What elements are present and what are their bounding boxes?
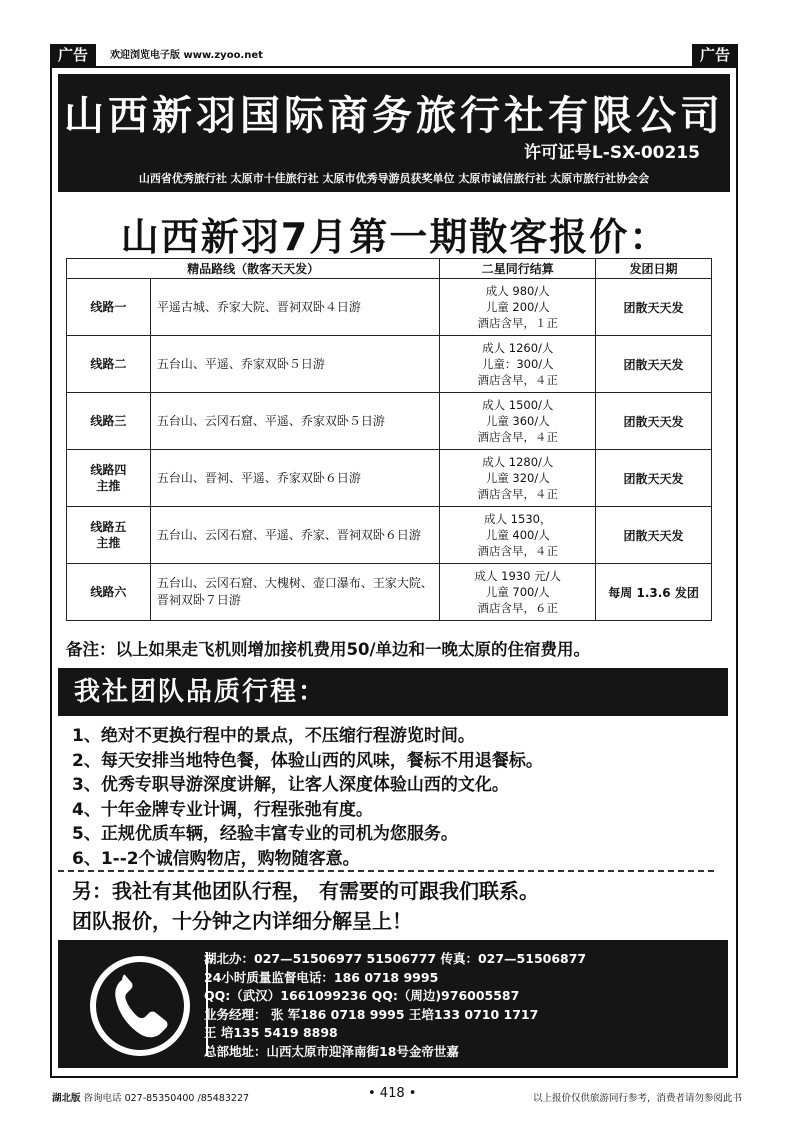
- contact-line-office: 湖北办：027—51506977 51506777 传真：027—51506877: [204, 951, 587, 966]
- list-item: 5、正规优质车辆，经验丰富专业的司机为您服务。: [72, 824, 458, 844]
- route-date: 每周 1.3.6 发团: [596, 564, 712, 621]
- route-name: 线路六: [67, 564, 151, 621]
- footer-consult: [52, 1090, 249, 1104]
- route-price: 成人 1500/人 儿童 360/人 酒店含早，４正: [440, 393, 596, 450]
- header-date: 发团日期: [596, 259, 712, 279]
- table-row: [67, 450, 712, 507]
- route-desc: 五台山、云冈石窟、大槐树、壶口瀑布、王家大院、晋祠双卧７日游: [150, 564, 440, 621]
- route-desc: 平遥古城、乔家大院、晋祠双卧４日游: [150, 279, 440, 336]
- header-price: 二星同行结算: [440, 259, 596, 279]
- table-row: [67, 393, 712, 450]
- contact-line-hotline: 24小时质量监督电话：186 0718 9995: [204, 969, 439, 985]
- license-number: 许可证号L-SX-00215: [523, 143, 700, 163]
- table-header-row: [67, 259, 712, 279]
- route-date: 团散天天发: [596, 279, 712, 336]
- contact-line-address: 总部地址：山西太原市迎泽南街18号金帝世嘉: [204, 1043, 459, 1059]
- route-name: 线路五 主推: [67, 507, 151, 564]
- footer-consult-phone: 咨询电话 027-85350400 /85483227: [83, 1093, 250, 1104]
- route-desc: 五台山、云冈石窟、平遥、乔家双卧５日游: [150, 393, 440, 450]
- route-date: 团散天天发: [596, 336, 712, 393]
- footer-edition: 湖北版: [52, 1093, 81, 1104]
- extra-line-1: 另：我社有其他团队行程， 有需要的可跟我们联系。: [72, 879, 539, 903]
- route-desc: 五台山、晋祠、平遥、乔家双卧６日游: [150, 450, 440, 507]
- ad-tag-right: 广告: [692, 44, 738, 66]
- route-name: 线路三: [67, 393, 151, 450]
- route-name: 线路四 主推: [67, 450, 151, 507]
- route-price: 成人 980/人 儿童 200/人 酒店含早，１正: [440, 279, 596, 336]
- route-name: 线路二: [67, 336, 151, 393]
- route-date: 团散天天发: [596, 450, 712, 507]
- table-row: [67, 564, 712, 621]
- extra-note: [72, 876, 539, 936]
- contact-line-qq: QQ:（武汉）1661099236 QQ:（周边)976005587: [204, 988, 520, 1003]
- dashed-divider: [58, 870, 714, 872]
- route-price: 成人 1260/人 儿童：300/人 酒店含早，４正: [440, 336, 596, 393]
- route-desc: 五台山、平遥、乔家双卧５日游: [150, 336, 440, 393]
- extra-line-2: 团队报价，十分钟之内详细分解呈上！: [72, 909, 412, 933]
- route-date: 团散天天发: [596, 393, 712, 450]
- contact-line-manager-2: 王 培135 5419 8898: [204, 1025, 338, 1040]
- telephone-icon: [88, 954, 192, 1058]
- list-item: 3、优秀专职导游深度讲解，让客人深度体验山西的文化。: [72, 775, 509, 795]
- honors-bar: 山西省优秀旅行社 太原市十佳旅行社 太原市优秀导游员获奖单位 太原市诚信旅行社 太原市旅行社协会会: [58, 166, 730, 192]
- price-title: 山西新羽7月第一期散客报价：: [120, 215, 670, 259]
- quality-title: 我社团队品质行程：: [58, 668, 728, 716]
- list-item: 1、绝对不更换行程中的景点，不压缩行程游览时间。: [72, 726, 475, 746]
- header-route: 精品路线（散客天天发）: [67, 259, 440, 279]
- route-price: 成人 1280/人 儿童 320/人 酒店含早，４正: [440, 450, 596, 507]
- remark-text: 备注：以上如果走飞机则增加接机费用50/单边和一晚太原的住宿费用。: [66, 640, 590, 659]
- company-name: 山西新羽国际商务旅行社有限公司: [64, 93, 724, 139]
- page-number: • 418 •: [368, 1086, 417, 1101]
- contact-box: [58, 940, 728, 1068]
- routes-table: [66, 258, 712, 621]
- contact-lines: [204, 950, 586, 1061]
- route-price: 成人 1530， 儿童 400/人 酒店含早，４正: [440, 507, 596, 564]
- route-date: 团散天天发: [596, 507, 712, 564]
- table-row: [67, 279, 712, 336]
- footer-disclaimer: 以上报价仅供旅游同行参考，消费者请勿参阅此书: [532, 1093, 742, 1104]
- list-item: 2、每天安排当地特色餐，体验山西的风味，餐标不用退餐标。: [72, 750, 543, 771]
- route-desc: 五台山、云冈石窟、平遥、乔家、晋祠双卧６日游: [150, 507, 440, 564]
- company-header: [58, 74, 730, 166]
- site-url-text: 欢迎浏览电子版 www.zyoo.net: [110, 50, 263, 61]
- route-name: 线路一: [67, 279, 151, 336]
- ad-tag-left: 广告: [50, 44, 96, 66]
- quality-points-list: [72, 724, 543, 871]
- table-row: [67, 336, 712, 393]
- route-price: 成人 1930 元/人 儿童 700/人 酒店含早，６正: [440, 564, 596, 621]
- list-item: 4、十年金牌专业计调，行程张弛有度。: [72, 799, 373, 820]
- table-row: [67, 507, 712, 564]
- list-item: 6、1--2个诚信购物店，购物随客意。: [72, 848, 360, 869]
- contact-line-manager: 业务经理： 张 军186 0718 9995 王培133 0710 1717: [204, 1006, 539, 1022]
